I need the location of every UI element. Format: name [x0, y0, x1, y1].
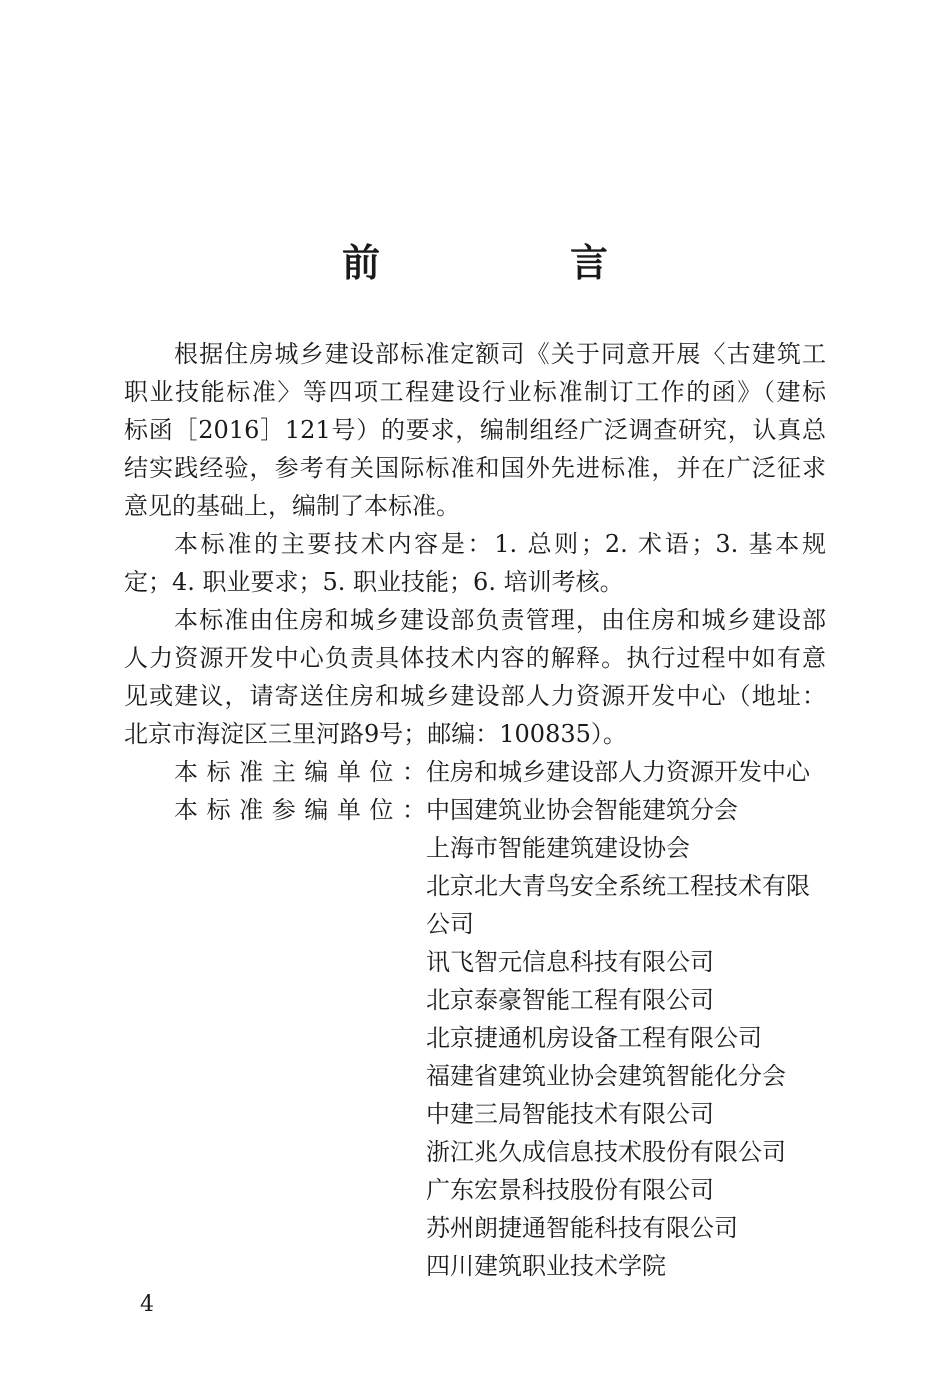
preface-body — [124, 335, 826, 1285]
participant-unit: 北京捷通机房设备工程有限公司 — [426, 1024, 762, 1052]
para3-line: 本标准由住房和城乡建设部负责管理，由住房和城乡建设部 — [174, 606, 826, 634]
chief-editor-label: 本标准主编单位： — [174, 758, 426, 786]
chief-editor-unit: 住房和城乡建设部人力资源开发中心 — [426, 758, 810, 786]
para3-line: 北京市海淀区三里河路9号；邮编：100835）。 — [124, 720, 627, 748]
para1-line: 标函［2016］121号）的要求，编制组经广泛调查研究，认真总 — [124, 416, 826, 444]
participant-unit: 苏州朗捷通智能科技有限公司 — [426, 1214, 738, 1242]
participant-unit: 公司 — [426, 910, 474, 938]
para1-line: 职业技能标准〉等四项工程建设行业标准制订工作的函》（建标 — [124, 378, 826, 406]
participant-unit: 北京北大青鸟安全系统工程技术有限 — [426, 872, 810, 900]
participant-row — [124, 791, 826, 829]
participant-unit: 浙江兆久成信息技术股份有限公司 — [426, 1138, 786, 1166]
para1-line: 根据住房城乡建设部标准定额司《关于同意开展〈古建筑工 — [174, 340, 826, 368]
participant-unit: 四川建筑职业技术学院 — [426, 1252, 666, 1280]
participant-unit: 中国建筑业协会智能建筑分会 — [426, 796, 738, 824]
page-number: 4 — [140, 1292, 154, 1317]
page-title: 前 言 — [341, 241, 684, 285]
participant-unit: 北京泰豪智能工程有限公司 — [426, 986, 714, 1014]
participant-unit: 讯飞智元信息科技有限公司 — [426, 948, 714, 976]
participant-unit: 福建省建筑业协会建筑智能化分会 — [426, 1062, 786, 1090]
para3-line: 人力资源开发中心负责具体技术内容的解释。执行过程中如有意 — [124, 644, 826, 672]
participant-unit: 广东宏景科技股份有限公司 — [426, 1176, 714, 1204]
para2-line: 本标准的主要技术内容是：1. 总则；2. 术语；3. 基本规 — [174, 530, 826, 558]
participant-unit: 中建三局智能技术有限公司 — [426, 1100, 714, 1128]
para1-line: 结实践经验，参考有关国际标准和国外先进标准，并在广泛征求 — [124, 454, 826, 482]
para2-line: 定；4. 职业要求；5. 职业技能；6. 培训考核。 — [124, 568, 624, 596]
para1-line: 意见的基础上，编制了本标准。 — [124, 492, 460, 520]
participant-unit: 上海市智能建筑建设协会 — [426, 834, 690, 862]
para3-line: 见或建议，请寄送住房和城乡建设部人力资源开发中心（地址： — [124, 682, 826, 710]
chief-editor-row — [124, 753, 826, 791]
participant-label: 本标准参编单位： — [174, 796, 426, 824]
